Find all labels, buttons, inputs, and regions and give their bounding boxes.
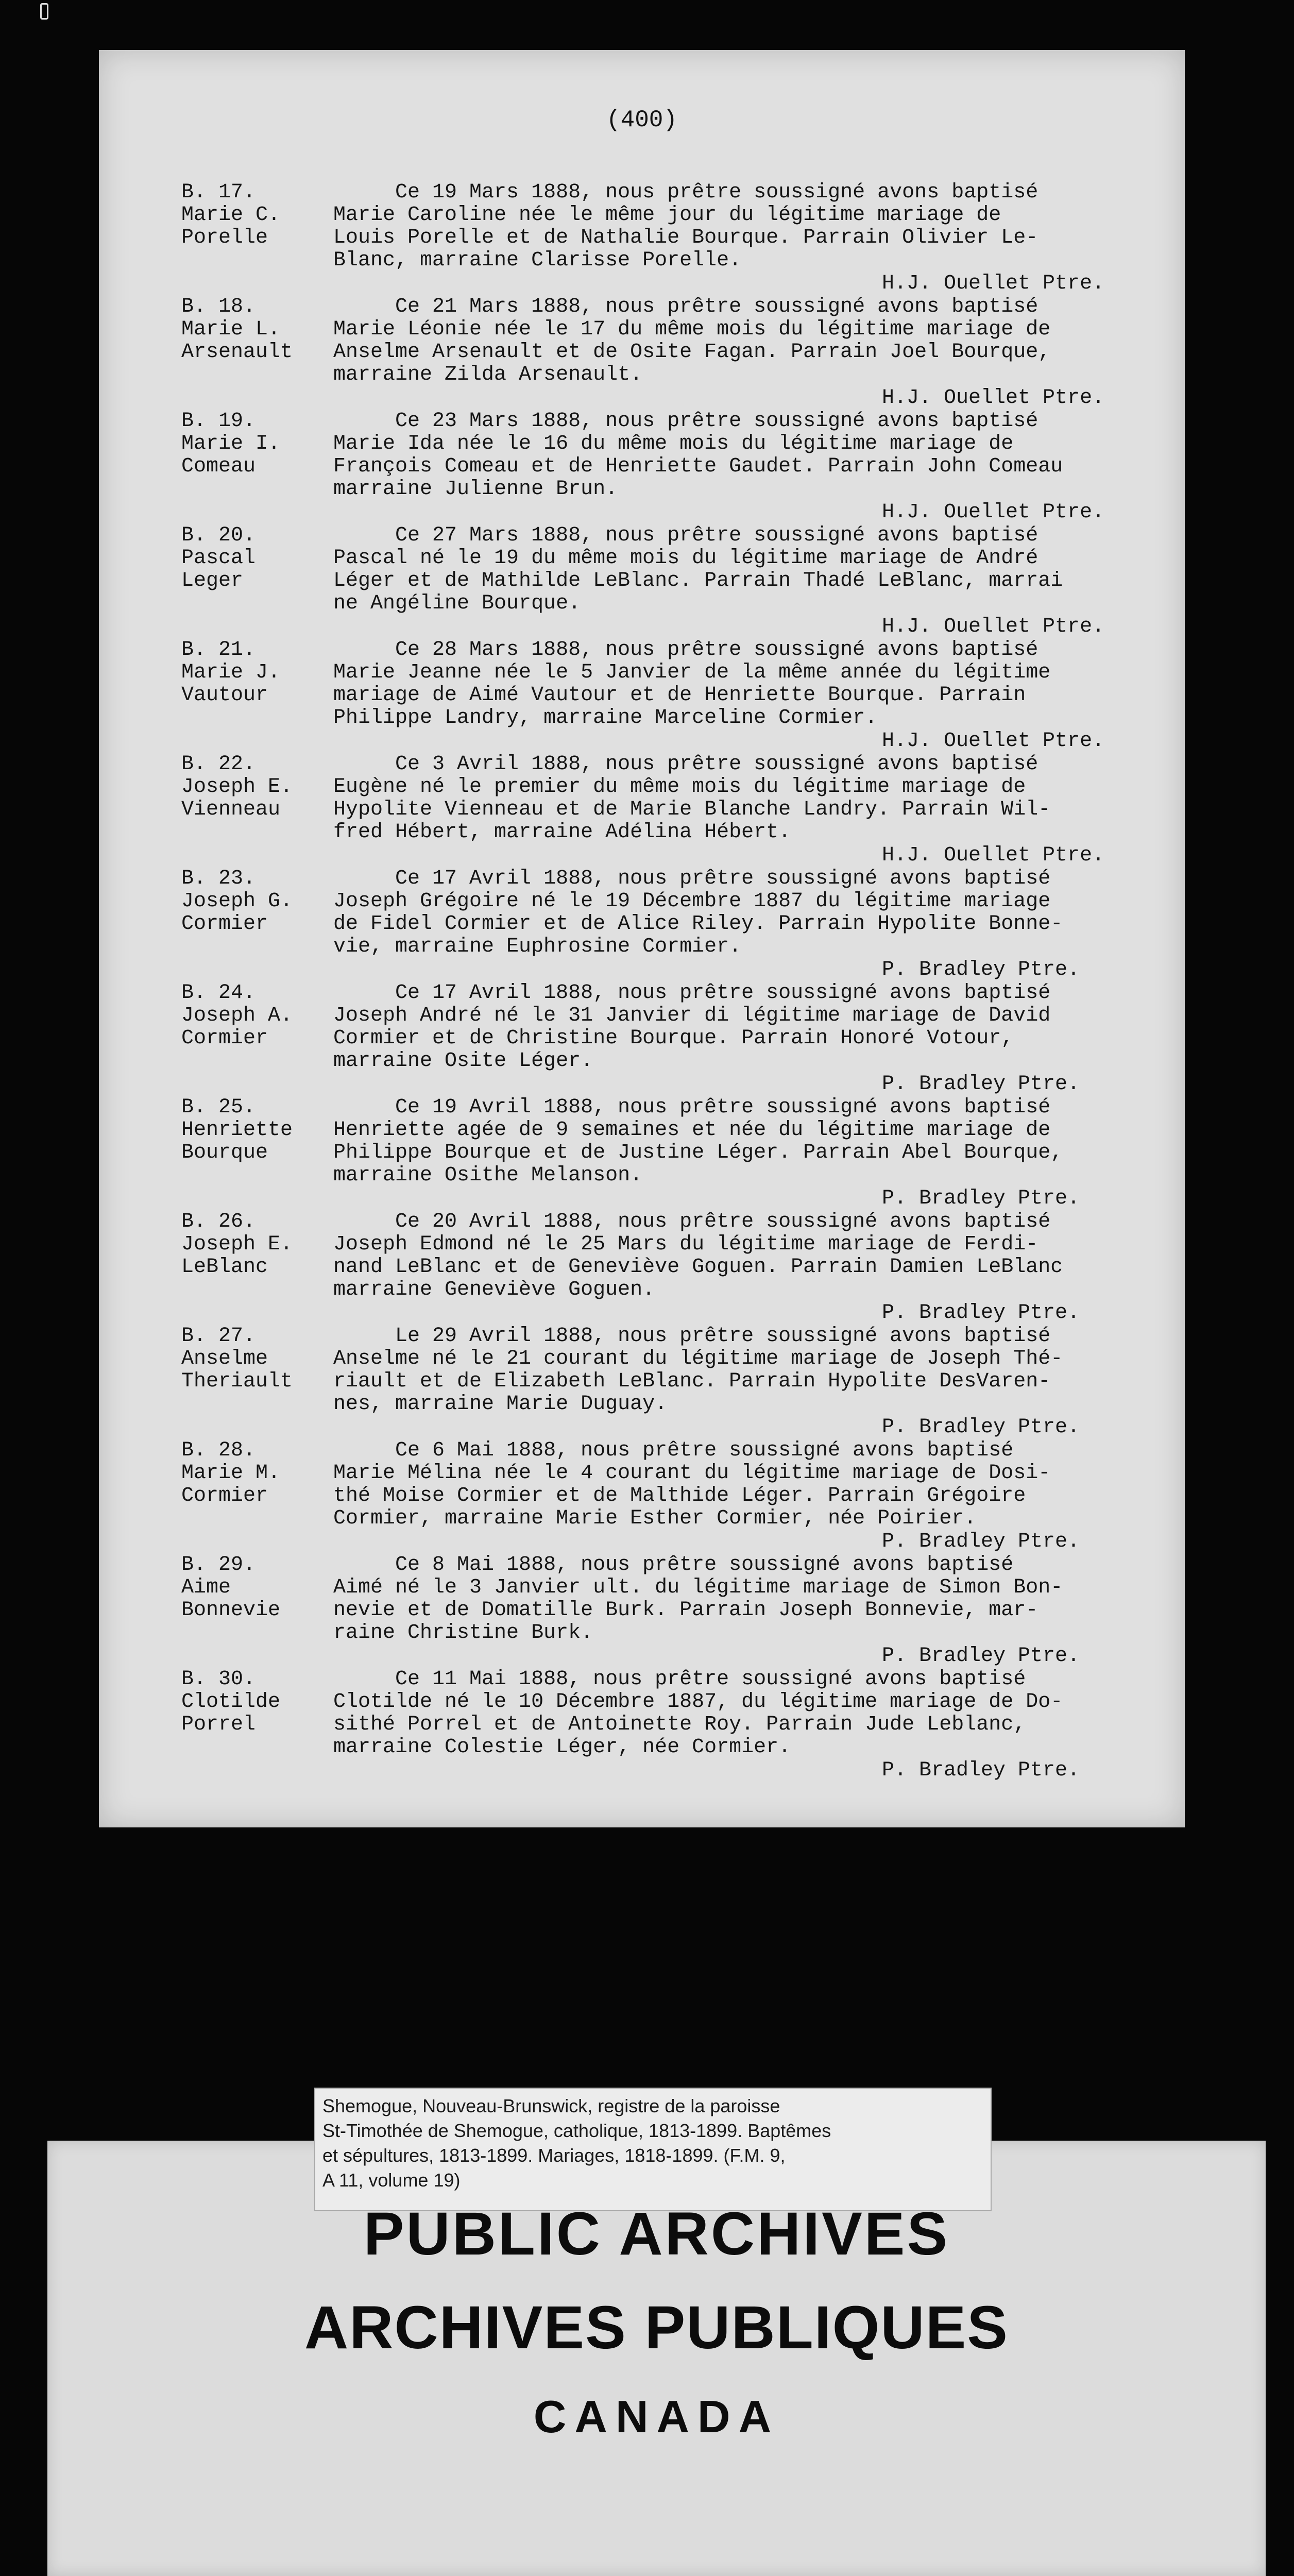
baptism-entry bbox=[99, 524, 1185, 638]
baptism-entry bbox=[99, 296, 1185, 409]
margin-note-line: Cormier bbox=[181, 912, 268, 936]
entry-text-line: Léger et de Mathilde LeBlanc. Parrain Thadé LeBlanc, marrai bbox=[333, 569, 1063, 592]
baptism-entry bbox=[99, 753, 1185, 867]
entry-text-line: marraine Geneviève Goguen. bbox=[333, 1278, 655, 1301]
entry-text-line: Ce 28 Mars 1888, nous prêtre soussigné avons baptisé bbox=[333, 638, 1038, 662]
entry-body bbox=[333, 868, 1127, 958]
entry-text-line: marraine Osite Léger. bbox=[333, 1049, 593, 1073]
margin-note-line: B. 26. bbox=[181, 1210, 256, 1233]
margin-note-line: B. 19. bbox=[181, 410, 256, 433]
entry-text-line: thé Moise Cormier et de Malthide Léger. Parrain Grégoire bbox=[333, 1484, 1026, 1507]
entry-margin-note bbox=[181, 982, 336, 1050]
baptism-entry bbox=[99, 1439, 1185, 1553]
entry-margin-note bbox=[181, 753, 336, 821]
entry-text-line: Ce 19 Avril 1888, nous prêtre soussigné avons baptisé bbox=[333, 1096, 1051, 1119]
archives-title-french: ARCHIVES PUBLIQUES bbox=[304, 2294, 1009, 2362]
margin-note-line: Vautour bbox=[181, 684, 268, 707]
entry-text-line: Ce 20 Avril 1888, nous prêtre soussigné avons baptisé bbox=[333, 1210, 1051, 1233]
entry-margin-note bbox=[181, 1325, 336, 1393]
entry-text-line: Ce 17 Avril 1888, nous prêtre soussigné avons baptisé bbox=[333, 981, 1051, 1005]
entry-body bbox=[333, 1325, 1127, 1416]
entry-text-line: Hypolite Vienneau et de Marie Blanche Landry. Parrain Wil- bbox=[333, 798, 1051, 821]
entry-body bbox=[333, 1211, 1127, 1301]
priest-signature: H.J. Ouellet Ptre. bbox=[882, 844, 1105, 867]
entry-text-line: Anselme Arsenault et de Osite Fagan. Parrain Joel Bourque, bbox=[333, 341, 1051, 364]
margin-note-line: Cormier bbox=[181, 1027, 268, 1050]
entry-body bbox=[333, 1439, 1127, 1530]
entry-text-line: Marie Mélina née le 4 courant du légitime mariage de Dosi- bbox=[333, 1462, 1051, 1485]
margin-note-line: B. 27. bbox=[181, 1325, 256, 1348]
margin-note-line: B. 22. bbox=[181, 753, 256, 776]
entry-text-line: ne Angéline Bourque. bbox=[333, 592, 581, 615]
priest-signature: P. Bradley Ptre. bbox=[882, 1301, 1080, 1325]
entry-text-line: vie, marraine Euphrosine Cormier. bbox=[333, 935, 742, 958]
priest-signature: P. Bradley Ptre. bbox=[882, 1645, 1080, 1668]
margin-note-line: Marie C. bbox=[181, 204, 281, 227]
priest-signature: H.J. Ouellet Ptre. bbox=[882, 272, 1105, 295]
entry-text-line: Ce 21 Mars 1888, nous prêtre soussigné avons baptisé bbox=[333, 295, 1038, 318]
entry-text-line: nes, marraine Marie Duguay. bbox=[333, 1393, 668, 1416]
margin-note-line: B. 29. bbox=[181, 1553, 256, 1577]
priest-signature: P. Bradley Ptre. bbox=[882, 1530, 1080, 1553]
entry-text-line: mariage de Aimé Vautour et de Henriette Bourque. Parrain bbox=[333, 684, 1026, 707]
priest-signature: P. Bradley Ptre. bbox=[882, 1187, 1080, 1210]
priest-signature: H.J. Ouellet Ptre. bbox=[882, 386, 1105, 410]
margin-note-line: Anselme bbox=[181, 1347, 268, 1370]
archives-country: CANADA bbox=[533, 2391, 780, 2442]
entry-text-line: nand LeBlanc et de Geneviève Goguen. Parrain Damien LeBlanc bbox=[333, 1256, 1063, 1279]
entry-text-line: Ce 27 Mars 1888, nous prêtre soussigné avons baptisé bbox=[333, 524, 1038, 547]
priest-signature: H.J. Ouellet Ptre. bbox=[882, 730, 1105, 753]
entry-text-line: Ce 23 Mars 1888, nous prêtre soussigné avons baptisé bbox=[333, 410, 1038, 433]
entry-body bbox=[333, 181, 1127, 272]
baptism-entry bbox=[99, 1668, 1185, 1782]
baptism-entry bbox=[99, 1211, 1185, 1324]
source-label-line: et sépultures, 1813-1899. Mariages, 1818-1899. (F.M. 9, bbox=[322, 2145, 786, 2166]
margin-note-line: Theriault bbox=[181, 1370, 293, 1393]
baptism-entry bbox=[99, 1096, 1185, 1210]
entry-text-line: raine Christine Burk. bbox=[333, 1621, 593, 1645]
margin-note-line: Arsenault bbox=[181, 341, 293, 364]
entry-text-line: Marie Caroline née le même jour du légitime mariage de bbox=[333, 204, 1001, 227]
entry-margin-note bbox=[181, 410, 336, 478]
margin-note-line: Marie M. bbox=[181, 1462, 281, 1485]
baptism-entry bbox=[99, 1325, 1185, 1438]
priest-signature: H.J. Ouellet Ptre. bbox=[882, 501, 1105, 524]
entry-body bbox=[333, 753, 1127, 844]
register-page bbox=[99, 50, 1185, 1827]
entry-margin-note bbox=[181, 1211, 336, 1279]
margin-note-line: Marie J. bbox=[181, 661, 281, 684]
margin-note-line: Cormier bbox=[181, 1484, 268, 1507]
priest-signature: P. Bradley Ptre. bbox=[882, 1759, 1080, 1782]
entry-text-line: Marie Léonie née le 17 du même mois du légitime mariage de bbox=[333, 318, 1051, 341]
entry-text-line: Ce 8 Mai 1888, nous prêtre soussigné avons baptisé bbox=[333, 1553, 1014, 1577]
entry-text-line: marraine Zilda Arsenault. bbox=[333, 363, 643, 386]
margin-note-line: Joseph A. bbox=[181, 1004, 293, 1027]
margin-note-line: B. 23. bbox=[181, 867, 256, 890]
margin-note-line: B. 21. bbox=[181, 638, 256, 662]
margin-note-line: Comeau bbox=[181, 455, 256, 478]
margin-note-line: Henriette bbox=[181, 1118, 293, 1142]
entry-body bbox=[333, 296, 1127, 386]
priest-signature: P. Bradley Ptre. bbox=[882, 958, 1080, 981]
entry-margin-note bbox=[181, 1096, 336, 1164]
entry-text-line: Anselme né le 21 courant du légitime mariage de Joseph Thé- bbox=[333, 1347, 1063, 1370]
margin-note-line: B. 30. bbox=[181, 1668, 256, 1691]
source-label-line: Shemogue, Nouveau-Brunswick, registre de la paroisse bbox=[322, 2095, 780, 2116]
priest-signature: H.J. Ouellet Ptre. bbox=[882, 615, 1105, 638]
entry-body bbox=[333, 410, 1127, 501]
entry-body bbox=[333, 524, 1127, 615]
source-label bbox=[314, 2088, 992, 2211]
source-label-line: A 11, volume 19) bbox=[322, 2170, 461, 2191]
baptism-entry bbox=[99, 982, 1185, 1095]
entry-margin-note bbox=[181, 524, 336, 592]
entry-text-line: marraine Colestie Léger, née Cormier. bbox=[333, 1736, 791, 1759]
entry-body bbox=[333, 639, 1127, 730]
entry-text-line: de Fidel Cormier et de Alice Riley. Parrain Hypolite Bonne- bbox=[333, 912, 1063, 936]
entry-text-line: Joseph Grégoire né le 19 Décembre 1887 du légitime mariage bbox=[333, 890, 1051, 913]
entry-text-line: fred Hébert, marraine Adélina Hébert. bbox=[333, 821, 791, 844]
entry-text-line: marraine Osithe Melanson. bbox=[333, 1164, 643, 1187]
entry-margin-note bbox=[181, 296, 336, 364]
margin-note-line: Porelle bbox=[181, 226, 268, 249]
page-number: (400) bbox=[606, 107, 678, 133]
margin-note-line: B. 17. bbox=[181, 181, 256, 204]
margin-note-line: B. 25. bbox=[181, 1096, 256, 1119]
baptism-entry bbox=[99, 639, 1185, 752]
entry-margin-note bbox=[181, 1439, 336, 1507]
entry-text-line: Aimé né le 3 Janvier ult. du légitime mariage de Simon Bon- bbox=[333, 1576, 1063, 1599]
entry-text-line: François Comeau et de Henriette Gaudet. Parrain John Comeau bbox=[333, 455, 1063, 478]
margin-note-line: B. 18. bbox=[181, 295, 256, 318]
entry-text-line: Philippe Bourque et de Justine Léger. Parrain Abel Bourque, bbox=[333, 1141, 1063, 1164]
entry-text-line: Blanc, marraine Clarisse Porelle. bbox=[333, 249, 742, 272]
margin-note-line: Joseph E. bbox=[181, 775, 293, 799]
entry-text-line: Ce 19 Mars 1888, nous prêtre soussigné avons baptisé bbox=[333, 181, 1038, 204]
archives-title-english: PUBLIC ARCHIVES bbox=[363, 2200, 950, 2268]
entry-body bbox=[333, 1668, 1127, 1759]
baptism-entry bbox=[99, 181, 1185, 295]
baptism-entry bbox=[99, 410, 1185, 523]
margin-note-line: Clotilde bbox=[181, 1690, 281, 1714]
entry-text-line: Ce 11 Mai 1888, nous prêtre soussigné avons baptisé bbox=[333, 1668, 1026, 1691]
entry-text-line: Marie Jeanne née le 5 Janvier de la même année du légitime bbox=[333, 661, 1051, 684]
entry-text-line: Louis Porelle et de Nathalie Bourque. Parrain Olivier Le- bbox=[333, 226, 1038, 249]
entry-body bbox=[333, 1096, 1127, 1187]
film-edge-mark bbox=[40, 3, 48, 20]
priest-signature: P. Bradley Ptre. bbox=[882, 1073, 1080, 1096]
margin-note-line: Bourque bbox=[181, 1141, 268, 1164]
baptism-entry bbox=[99, 1554, 1185, 1667]
entry-body bbox=[333, 1554, 1127, 1645]
margin-note-line: Pascal bbox=[181, 547, 256, 570]
margin-note-line: B. 20. bbox=[181, 524, 256, 547]
margin-note-line: Joseph G. bbox=[181, 890, 293, 913]
entry-text-line: Ce 17 Avril 1888, nous prêtre soussigné avons baptisé bbox=[333, 867, 1051, 890]
entry-text-line: Henriette agée de 9 semaines et née du légitime mariage de bbox=[333, 1118, 1051, 1142]
entry-text-line: Cormier, marraine Marie Esther Cormier, née Poirier. bbox=[333, 1507, 977, 1530]
margin-note-line: B. 28. bbox=[181, 1439, 256, 1462]
entry-margin-note bbox=[181, 639, 336, 707]
entry-body bbox=[333, 982, 1127, 1073]
entry-text-line: Marie Ida née le 16 du même mois du légitime mariage de bbox=[333, 432, 1014, 455]
entry-text-line: Eugène né le premier du même mois du légitime mariage de bbox=[333, 775, 1026, 799]
source-label-line: St-Timothée de Shemogue, catholique, 1813-1899. Baptêmes bbox=[322, 2120, 831, 2141]
entry-margin-note bbox=[181, 1554, 336, 1622]
margin-note-line: Marie I. bbox=[181, 432, 281, 455]
entry-text-line: nevie et de Domatille Burk. Parrain Joseph Bonnevie, mar- bbox=[333, 1599, 1038, 1622]
margin-note-line: Joseph E. bbox=[181, 1233, 293, 1256]
entry-margin-note bbox=[181, 868, 336, 936]
priest-signature: P. Bradley Ptre. bbox=[882, 1416, 1080, 1439]
entry-text-line: Le 29 Avril 1888, nous prêtre soussigné avons baptisé bbox=[333, 1325, 1051, 1348]
entry-text-line: riault et de Elizabeth LeBlanc. Parrain Hypolite DesVaren- bbox=[333, 1370, 1051, 1393]
entry-text-line: Ce 6 Mai 1888, nous prêtre soussigné avons baptisé bbox=[333, 1439, 1014, 1462]
entry-margin-note bbox=[181, 181, 336, 249]
margin-note-line: Porrel bbox=[181, 1713, 256, 1736]
margin-note-line: Aime bbox=[181, 1576, 231, 1599]
entry-text-line: Joseph André né le 31 Janvier di légitime mariage de David bbox=[333, 1004, 1051, 1027]
margin-note-line: LeBlanc bbox=[181, 1256, 268, 1279]
entry-text-line: Philippe Landry, marraine Marceline Cormier. bbox=[333, 706, 878, 730]
margin-note-line: Vienneau bbox=[181, 798, 281, 821]
entry-text-line: Pascal né le 19 du même mois du légitime mariage de André bbox=[333, 547, 1038, 570]
entry-text-line: Cormier et de Christine Bourque. Parrain Honoré Votour, bbox=[333, 1027, 1014, 1050]
baptism-entry bbox=[99, 868, 1185, 981]
margin-note-line: B. 24. bbox=[181, 981, 256, 1005]
margin-note-line: Bonnevie bbox=[181, 1599, 281, 1622]
entry-text-line: Joseph Edmond né le 25 Mars du légitime mariage de Ferdi- bbox=[333, 1233, 1038, 1256]
margin-note-line: Marie L. bbox=[181, 318, 281, 341]
entry-text-line: Clotilde né le 10 Décembre 1887, du légitime mariage de Do- bbox=[333, 1690, 1063, 1714]
entry-text-line: sithé Porrel et de Antoinette Roy. Parrain Jude Leblanc, bbox=[333, 1713, 1026, 1736]
entry-margin-note bbox=[181, 1668, 336, 1736]
entry-text-line: Ce 3 Avril 1888, nous prêtre soussigné avons baptisé bbox=[333, 753, 1038, 776]
entry-text-line: marraine Julienne Brun. bbox=[333, 478, 618, 501]
margin-note-line: Leger bbox=[181, 569, 244, 592]
